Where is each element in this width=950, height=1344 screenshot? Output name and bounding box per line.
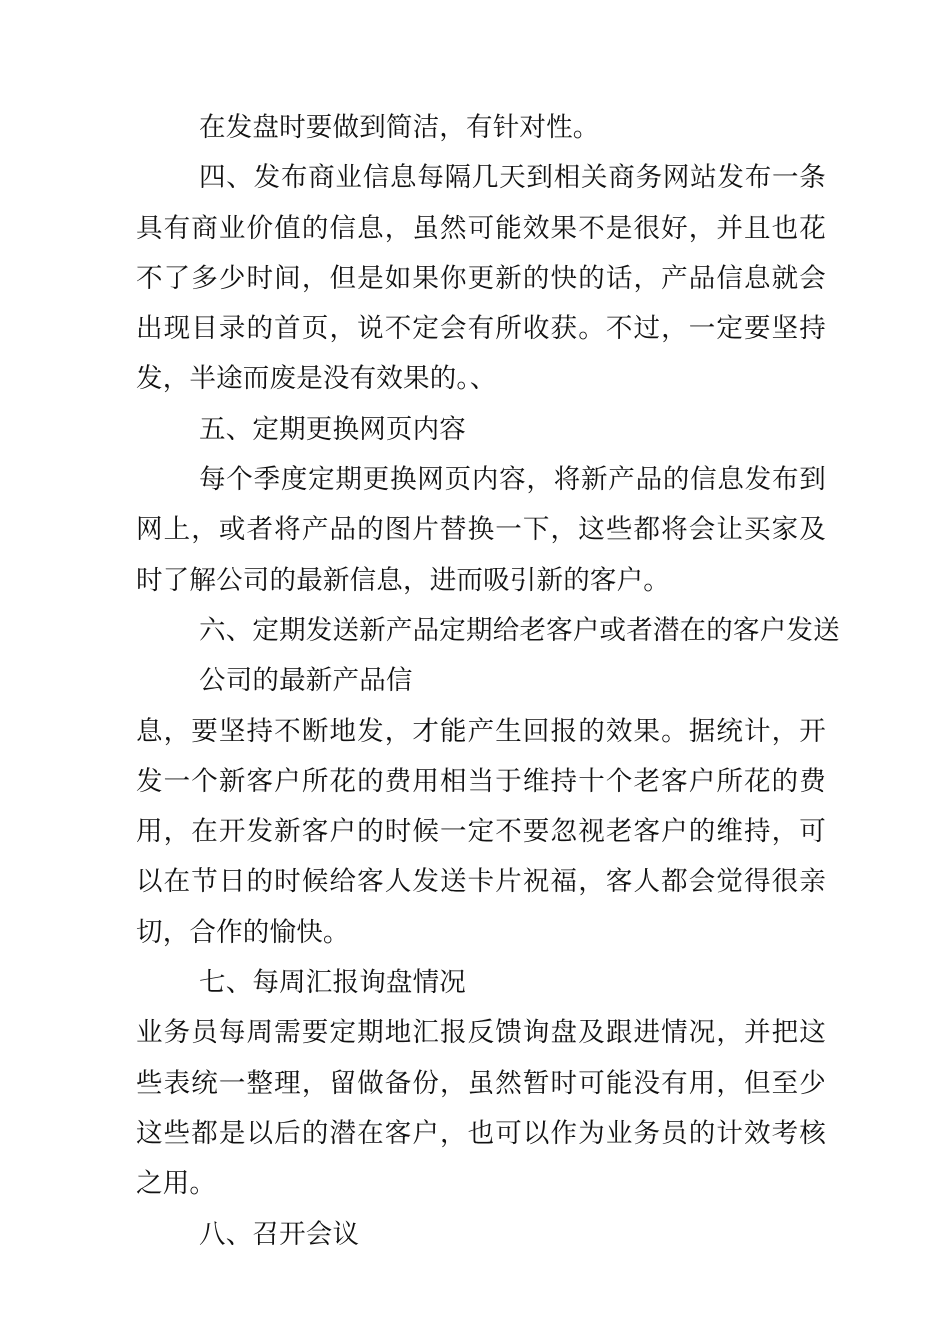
paragraph-section-six-body: 息，要坚持不断地发，才能产生回报的效果。据统计，开发一个新客户所花的费用相当于维持十个老客户所花的费用，在开发新客户的时候一定不要忽视老客户的维持，可以在节日的时候给客人发送卡片祝福，客人都会觉得很亲切，合作的愉快。 <box>136 715 826 948</box>
document-body <box>136 103 840 1260</box>
heading-section-seven: 七、每周汇报询盘情况 <box>199 967 466 999</box>
paragraph-section-four: 四、发布商业信息每隔几天到相关商务网站发布一条具有商业价值的信息，虽然可能效果不是很好，并且也花不了多少时间，但是如果你更新的快的话，产品信息就会出现目录的首页，说不定会有所收获。不过，一定要坚持发，半途而废是没有效果的。、 <box>136 162 826 395</box>
paragraph-section-six-fragment: 公司的最新产品信 <box>199 665 413 697</box>
paragraph-section-five-body: 每个季度定期更换网页内容，将新产品的信息发布到网上，或者将产品的图片替换一下，这些都将会让买家及时了解公司的最新信息，进而吸引新的客户。 <box>136 464 826 596</box>
paragraph-offer-concise: 在发盘时要做到简洁，有针对性。 <box>199 112 600 143</box>
paragraph-section-seven-body: 业务员每周需要定期地汇报反馈询盘及跟进情况，并把这些表统一整理，留做备份，虽然暂时可能没有用，但至少这些都是以后的潜在客户，也可以作为业务员的计效考核之用。 <box>136 1017 826 1200</box>
heading-section-five: 五、定期更换网页内容 <box>199 413 466 445</box>
heading-section-six: 六、定期发送新产品定期给老客户或者潜在的客户发送 <box>199 614 840 646</box>
heading-section-eight: 八、召开会议 <box>199 1218 360 1250</box>
